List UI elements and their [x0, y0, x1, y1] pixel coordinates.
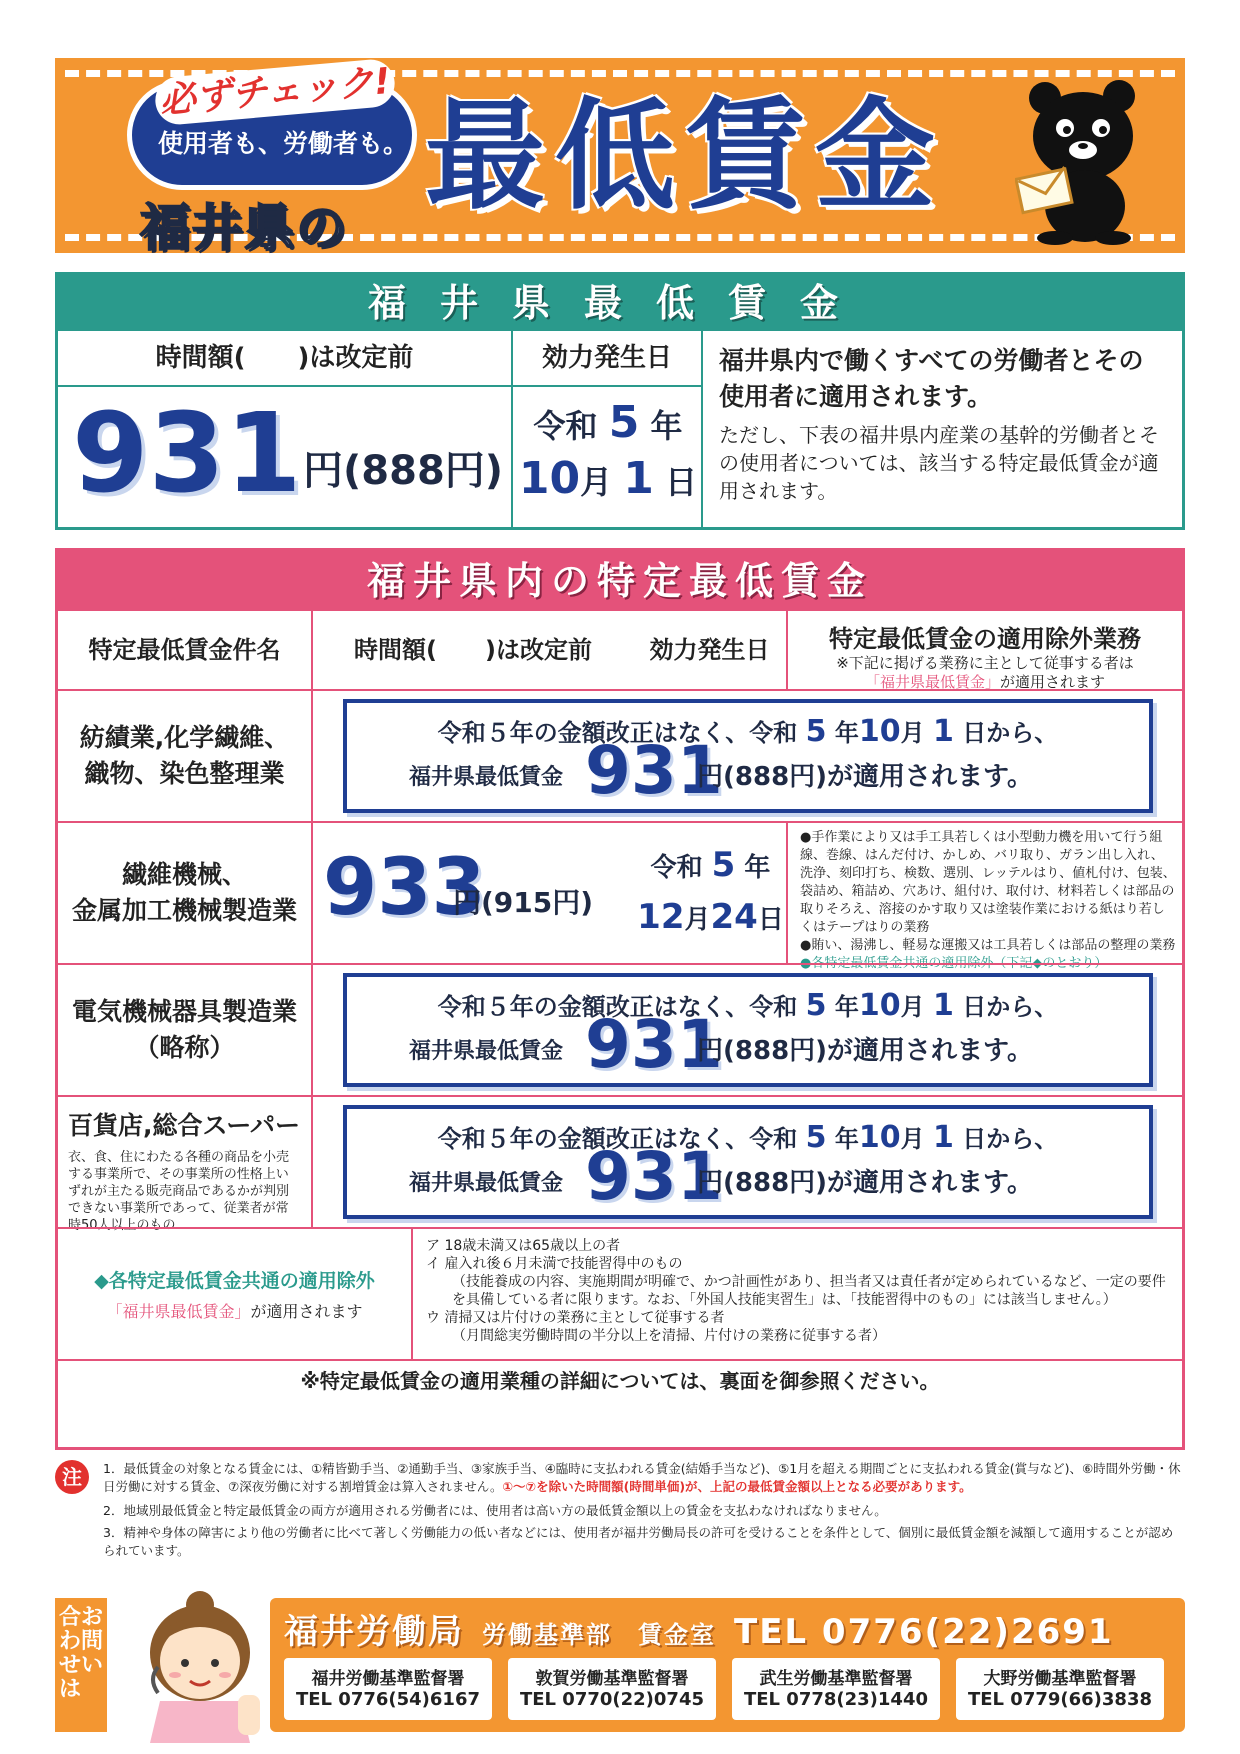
table-header-row	[58, 611, 1182, 689]
office-card	[956, 1658, 1164, 1720]
effective-date-cell	[633, 823, 788, 963]
hourly-rate-cell	[313, 823, 633, 963]
office-name: 敦賀労働基準監督署	[535, 1669, 689, 1689]
hourly-rate-value: 931	[72, 389, 302, 517]
minimum-wage-value: 931	[585, 1006, 723, 1083]
hourly-rate-value: 933	[323, 843, 486, 933]
applicability-main: 福井県内で働くすべての労働者とその使用者に適用されます。	[719, 346, 1144, 411]
main-phone: TEL 0776(22)2691	[734, 1612, 1114, 1652]
hourly-rate-cell	[58, 387, 513, 527]
header-banner	[55, 58, 1185, 257]
exclusion-note-2: 「福井県最低賃金」が適用されます	[864, 673, 1106, 691]
office-phone: TEL 0778(23)1440	[743, 1689, 928, 1710]
office-card	[732, 1658, 940, 1720]
check-subtitle: 使用者も、労働者も。	[157, 129, 408, 158]
minimum-wage-tail: 円(888円)が適用されます。	[697, 1168, 1033, 1198]
common-exclusion-list	[420, 1229, 1180, 1359]
department-name: 労働基準部 賃金室	[482, 1621, 716, 1649]
table-row	[58, 821, 1182, 971]
note-badge: 注	[55, 1460, 89, 1494]
exclusion-item: ●手作業により又は手工具若しくは小型動力機を用いて行う組線、巻線、はんだ付け、かしめ、バリ取り、ガラン出し入れ、洗浄、刻印打ち、検数、選別、レッテルはり、値札付け、包装、袋詰め、箱詰め、穴あけ、組付け、取付け、材料若しくは部品の取りそろえ、溶接のかす取り又は塗装作業における紙はり若しくはテープはりの業務	[800, 830, 1176, 935]
minimum-wage-label: 福井県最低賃金	[409, 765, 564, 790]
prefecture-label: 福井県の	[140, 199, 348, 257]
office-name: 大野労働基準監督署	[983, 1669, 1137, 1689]
hourly-rate-prev: 円(888円)	[303, 448, 504, 494]
exclusion-note: ※下記に掲げる業務に主として従事する者は	[836, 654, 1134, 672]
minimum-wage-tail: 円(888円)が適用されます。	[697, 762, 1033, 792]
footnote-row	[58, 1359, 1182, 1399]
agency-name: 福井労働局	[284, 1612, 464, 1652]
industry-description: 衣、食、住にわたる各種の商品を小売する事業所で、その事業所の性格上いずれが主たる販売商品であるかが判別できない事業所であって、従業者が常時50人以上のもの	[68, 1150, 290, 1233]
column-header-rate: 時間額( )は改定前	[58, 331, 513, 387]
no-change-box	[343, 973, 1153, 1087]
minimum-wage-tail: 円(888円)が適用されます。	[697, 1036, 1033, 1066]
minimum-wage-value: 931	[585, 1138, 723, 1215]
specific-minimum-wage-section	[55, 548, 1185, 1450]
effective-date-cell	[513, 387, 703, 527]
column-header-date: 効力発生日	[513, 331, 703, 387]
applicability-sub: ただし、下表の福井県内産業の基幹的労働者とその使用者については、該当する特定最低賃金が適用されます。	[719, 423, 1159, 503]
effective-date-year: 令和 5 年	[533, 397, 683, 448]
industry-name: 電気機械器具製造業 （略称）	[58, 965, 313, 1095]
office-card	[508, 1658, 716, 1720]
effective-date-monthday: 12月24日	[637, 897, 784, 937]
section-title: 福井県内の特定最低賃金	[58, 551, 1182, 611]
exclusion-title: 特定最低賃金の適用除外業務	[829, 625, 1141, 653]
hourly-rate-prev: 円(915円)	[453, 886, 594, 919]
table-row	[58, 1095, 1182, 1233]
contact-box	[270, 1598, 1185, 1732]
no-change-line: 令和５年の金額改正はなく、令和 5 年10月 1 日から、	[437, 988, 1059, 1023]
table-row	[58, 689, 1182, 821]
note-item: 1．最低賃金の対象となる賃金には、①精皆勤手当、②通勤手当、③家族手当、④臨時に支払われる賃金(結婚手当など)、⑤1月を超える期間ごとに支払われる賃金(賞与など)、⑥時間外労働・休日労働に対する賃金、⑦深夜労働に対する割増賃金は算入されません。①～⑦を除いた時間額(時間単価)が、上記の最低賃金額以上となる必要があります。	[103, 1461, 1181, 1494]
minimum-wage-label: 福井県最低賃金	[409, 1039, 564, 1064]
no-change-box	[343, 1105, 1153, 1219]
industry-name: 繊維機械、 金属加工機械製造業	[58, 823, 313, 963]
check-label: 必ずチェック!	[153, 58, 396, 127]
operator-illustration-icon	[130, 1583, 270, 1743]
office-phone: TEL 0779(66)3838	[967, 1689, 1152, 1710]
column-header-rate: 時間額( )は改定前	[354, 636, 592, 664]
no-change-line: 令和５年の金額改正はなく、令和 5 年10月 1 日から、	[437, 1120, 1059, 1155]
bear-mascot-icon	[1015, 76, 1155, 246]
no-change-line: 令和５年の金額改正はなく、令和 5 年10月 1 日から、	[437, 714, 1059, 749]
prefecture-minimum-wage-section	[55, 272, 1185, 530]
office-phone: TEL 0770(22)0745	[519, 1689, 704, 1710]
no-change-box	[343, 699, 1153, 813]
common-exclusion-row	[58, 1227, 1182, 1359]
office-phone: TEL 0776(54)6167	[295, 1689, 480, 1710]
office-card	[284, 1658, 492, 1720]
office-name: 武生労働基準監督署	[759, 1669, 913, 1689]
contact-main	[284, 1604, 1114, 1653]
section-title: 福井県最低賃金	[58, 275, 1182, 331]
exclusion-item: ●各特定最低賃金共通の適用除外（下記◆のとおり）	[800, 956, 1108, 971]
applicability-description	[703, 331, 1182, 527]
industry-name: 紡績業,化学繊維、 織物、染色整理業	[58, 691, 313, 821]
office-name: 福井労働基準監督署	[311, 1669, 465, 1689]
column-header-date: 効力発生日	[633, 611, 788, 689]
page-title: 最低賃金	[425, 87, 945, 226]
common-exclusion-heading: ◆各特定最低賃金共通の適用除外 「福井県最低賃金」が適用されます	[58, 1229, 413, 1359]
list-item-detail: （技能養成の内容、実施期間が明確で、かつ計画性があり、担当者又は責任者が定められているなど、一定の要件を具備している者に限ります。なお、「外国人技能実習生」は、「技能習得中のもの」には該当しません。）	[452, 1274, 1166, 1308]
column-header-name: 特定最低賃金件名	[58, 611, 313, 689]
minimum-wage-label: 福井県最低賃金	[409, 1171, 564, 1196]
column-header-exclusion	[788, 611, 1182, 689]
industry-name: 百貨店,総合スーパー 衣、食、住にわたる各種の商品を小売する事業所で、その事業所の性格上いずれが主たる販売商品であるかが判別できない事業所であって、従業者が常時50人以上のもの	[58, 1097, 313, 1227]
effective-date-monthday: 10月 1 日	[518, 453, 698, 504]
exclusion-list	[794, 823, 1182, 971]
list-item: イ 雇入れ後６月未満で技能習得中のもの	[426, 1256, 683, 1272]
minimum-wage-value: 931	[585, 732, 723, 809]
list-item: ア 18歳未満又は65歳以上の者	[426, 1238, 621, 1254]
footnote-text: ※特定最低賃金の適用業種の詳細については、裏面を御参照ください。	[300, 1369, 940, 1393]
list-item: ウ 清掃又は片付けの業務に主として従事する者	[426, 1310, 725, 1326]
exclusion-item: ●賄い、湯沸し、軽易な運搬又は工具若しくは部品の整理の業務	[800, 938, 1176, 953]
effective-date-year: 令和 5 年	[650, 845, 771, 885]
note-item: 3．精神や身体の障害により他の労働者に比べて著しく労働能力の低い者などには、使用者が福井労働局長の許可を受けることを条件として、個別に最低賃金額を減額して適用することが認められています。	[103, 1525, 1174, 1558]
contact-side-label: 合わせはお問い	[55, 1598, 107, 1732]
note-item: 2．地域別最低賃金と特定最低賃金の両方が適用される労働者には、使用者は高い方の最低賃金額以上の賃金を支払わなければなりません。	[103, 1503, 887, 1518]
table-row	[58, 963, 1182, 1095]
list-item-detail: （月間総実労働時間の半分以上を清掃、片付けの業務に従事する者）	[452, 1328, 886, 1344]
